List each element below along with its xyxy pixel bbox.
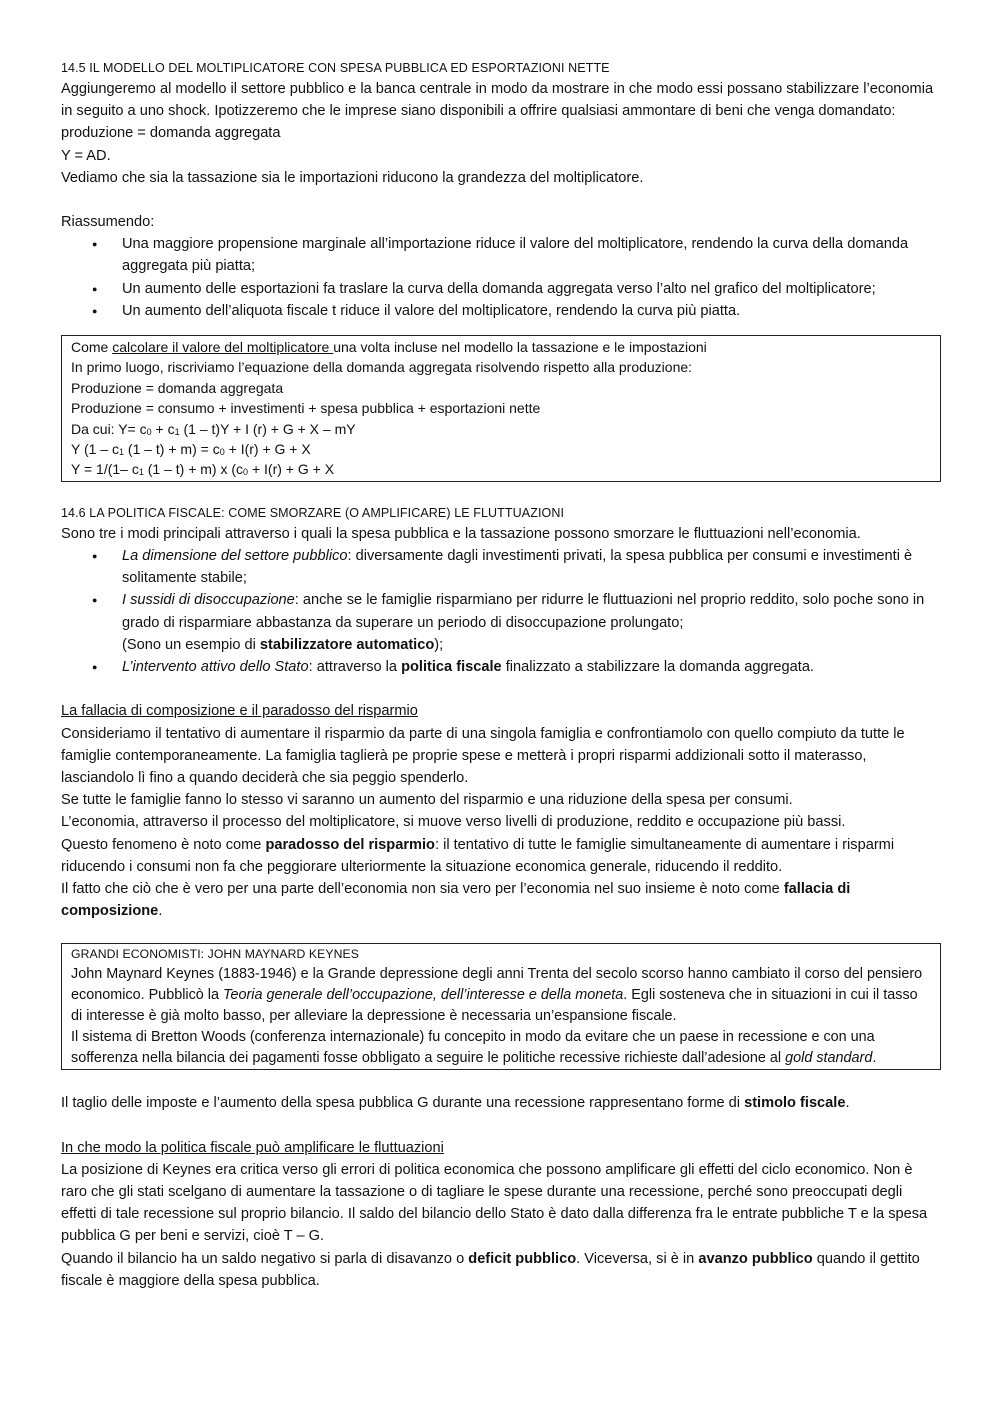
equation-y-ad: Y = AD. bbox=[61, 147, 111, 164]
keynes-paragraph: John Maynard Keynes (1883-1946) e la Grande depressione degli anni Trenta del secolo scorso hanno cambiato il corso del pensiero economico. Pubblicò la Teoria generale dell’occupazione, dell’interesse e della moneta. Egli sosteneva che in situazioni in cui il tasso di interesse è già molto basso, per alleviare la depressione è necessaria un’espansione fiscale. bbox=[71, 966, 923, 1024]
box-line: Come calcolare il valore del moltiplicatore una volta incluse nel modello la tassazione e le impostazioni bbox=[71, 339, 707, 356]
formula-line: Da cui: $Y= c_0 + c_1$ (1 – t)Y + I (r) + G + X – mY bbox=[71, 420, 356, 437]
section-14-5-line: Vediamo che sia la tassazione sia le importazioni riducono la grandezza del moltiplicatore. bbox=[61, 169, 644, 186]
section-14-5-intro: Aggiungeremo al modello il settore pubblico e la banca centrale in modo da mostrare in che modo essi possano stabilizzare l’economia in seguito a uno shock. Ipotizzeremo che le imprese siano disponibili a offrire qualsiasi ammontare di beni che venga domandato: produzione = domanda aggregata bbox=[61, 81, 934, 142]
box-line: Produzione = consumo + investimenti + spesa pubblica + esportazioni nette bbox=[71, 400, 541, 417]
fiscal-item: ● La dimensione del settore pubblico: diversamente dagli investimenti privati, la spesa pubblica per consumi e investimenti è solitamente stabile; bbox=[61, 545, 941, 589]
section-14-5-heading: 14.5 IL MODELLO DEL MOLTIPLICATORE CON SPESA PUBBLICA ED ESPORTAZIONI NETTE bbox=[61, 61, 610, 75]
section-14-6-heading: 14.6 LA POLITICA FISCALE: COME SMORZARE (O AMPLIFICARE) LE FLUTTUAZIONI bbox=[61, 505, 565, 520]
amplifica-paragraph: La posizione di Keynes era critica verso gli errori di politica economica che possono amplificare gli effetti del ciclo economico. Non è raro che gli stati scelgano di aumentare la tassazione o di tagliare le spese durante una recessione, perché sono preoccupati degli effetti di tale recessione sul proprio bilancio. Il saldo del bilancio dello Stato è dato dalla differenza fra le entrate pubbliche T e la spesa pubblica G per beni e servizi, cioè T – G. bbox=[61, 1161, 928, 1245]
amplifica-title: In che modo la politica fiscale può amplificare le fluttuazioni bbox=[61, 1139, 444, 1156]
amplifica-paragraph: Quando il bilancio ha un saldo negativo si parla di disavanzo o deficit pubblico. Viceversa, si è in avanzo pubblico quando il gettito fiscale è maggiore della spesa pubblica. bbox=[61, 1250, 920, 1289]
summary-item: ● Un aumento delle esportazioni fa traslare la curva della domanda aggregata verso l’alto nel grafico del moltiplicatore; bbox=[61, 278, 941, 300]
box-line: Produzione = domanda aggregata bbox=[71, 379, 284, 396]
summary-item: ● Una maggiore propensione marginale all’importazione riduce il valore del moltiplicatore, rendendo la curva della domanda aggregata più piatta; bbox=[61, 233, 941, 277]
summary-item: ● Un aumento dell’aliquota fiscale t riduce il valore del moltiplicatore, rendendo la curva più piatta. bbox=[61, 300, 941, 322]
summary-label: Riassumendo: bbox=[61, 214, 155, 231]
summary-list bbox=[61, 233, 941, 322]
fallacia-title: La fallacia di composizione e il paradosso del risparmio bbox=[61, 703, 418, 720]
fallacia-paragraph: Questo fenomeno è noto come paradosso del risparmio: il tentativo di tutte le famiglie simultaneamente di aumentare i risparmi riducendo i consumi non fa che peggiorare ulteriormente la situazione economica generale, riducendo il reddito. bbox=[61, 836, 895, 875]
keynes-box bbox=[61, 943, 941, 1070]
fiscal-list bbox=[61, 545, 941, 678]
formula-line: Y ($1 - c_1$ $(1 - t) + m) = c_0 + I(r) + G + X$ bbox=[71, 441, 311, 458]
stimolo-paragraph: Il taglio delle imposte e l’aumento della spesa pubblica G durante una recessione rappresentano forme di stimolo fiscale. bbox=[61, 1095, 850, 1112]
fiscal-item: ● L’intervento attivo dello Stato: attraverso la politica fiscale finalizzato a stabilizzare la domanda aggregata. bbox=[61, 656, 941, 678]
fiscal-item: ● I sussidi di disoccupazione: anche se le famiglie risparmiano per ridurre le fluttuazioni nel proprio reddito, solo poche sono in grado di risparmiare abbastanza da superare un periodo di disoccupazione prolungato; (Sono un esempio di stabilizzatore automatico); bbox=[61, 589, 941, 656]
section-14-6-intro: Sono tre i modi principali attraverso i quali la spesa pubblica e la tassazione possono smorzare le fluttuazioni nell’economia. bbox=[61, 525, 861, 542]
document-page bbox=[61, 58, 941, 1292]
fallacia-paragraph: Consideriamo il tentativo di aumentare il risparmio da parte di una singola famiglia e confrontiamolo con quello compiuto da tutte le famiglie contemporaneamente. La famiglia taglierà pe proprie spese e metterà i propri risparmi addizionali sotto il materasso, lasciandolo lì fino a quando deciderà che sia peggio spenderlo. bbox=[61, 725, 905, 786]
keynes-heading: GRANDI ECONOMISTI: JOHN MAYNARD KEYNES bbox=[71, 947, 359, 962]
formula-line: Y = 1/(1– $c_1$ (1 – t) + m) x ($c_0 + I(r) + G + X$ bbox=[71, 461, 335, 478]
fallacia-paragraph: L’economia, attraverso il processo del moltiplicatore, si muove verso livelli di produzione, reddito e occupazione più bassi. bbox=[61, 814, 846, 831]
keynes-paragraph: Il sistema di Bretton Woods (conferenza internazionale) fu concepito in modo da evitare che un paese in recessione e con una sofferenza nella bilancia dei pagamenti fosse obbligato a seguire le politiche recessive richieste dall’adesione al gold standard. bbox=[71, 1028, 877, 1066]
fallacia-paragraph: Se tutte le famiglie fanno lo stesso vi saranno un aumento del risparmio e una riduzione della spesa per consumi. bbox=[61, 792, 793, 809]
fallacia-paragraph: Il fatto che ciò che è vero per una parte dell’economia non sia vero per l’economia nel suo insieme è noto come fallacia di composizione. bbox=[61, 880, 851, 920]
multiplier-formula-box bbox=[61, 335, 941, 482]
box-line: In primo luogo, riscriviamo l’equazione della domanda aggregata risolvendo rispetto alla produzione: bbox=[71, 359, 693, 376]
